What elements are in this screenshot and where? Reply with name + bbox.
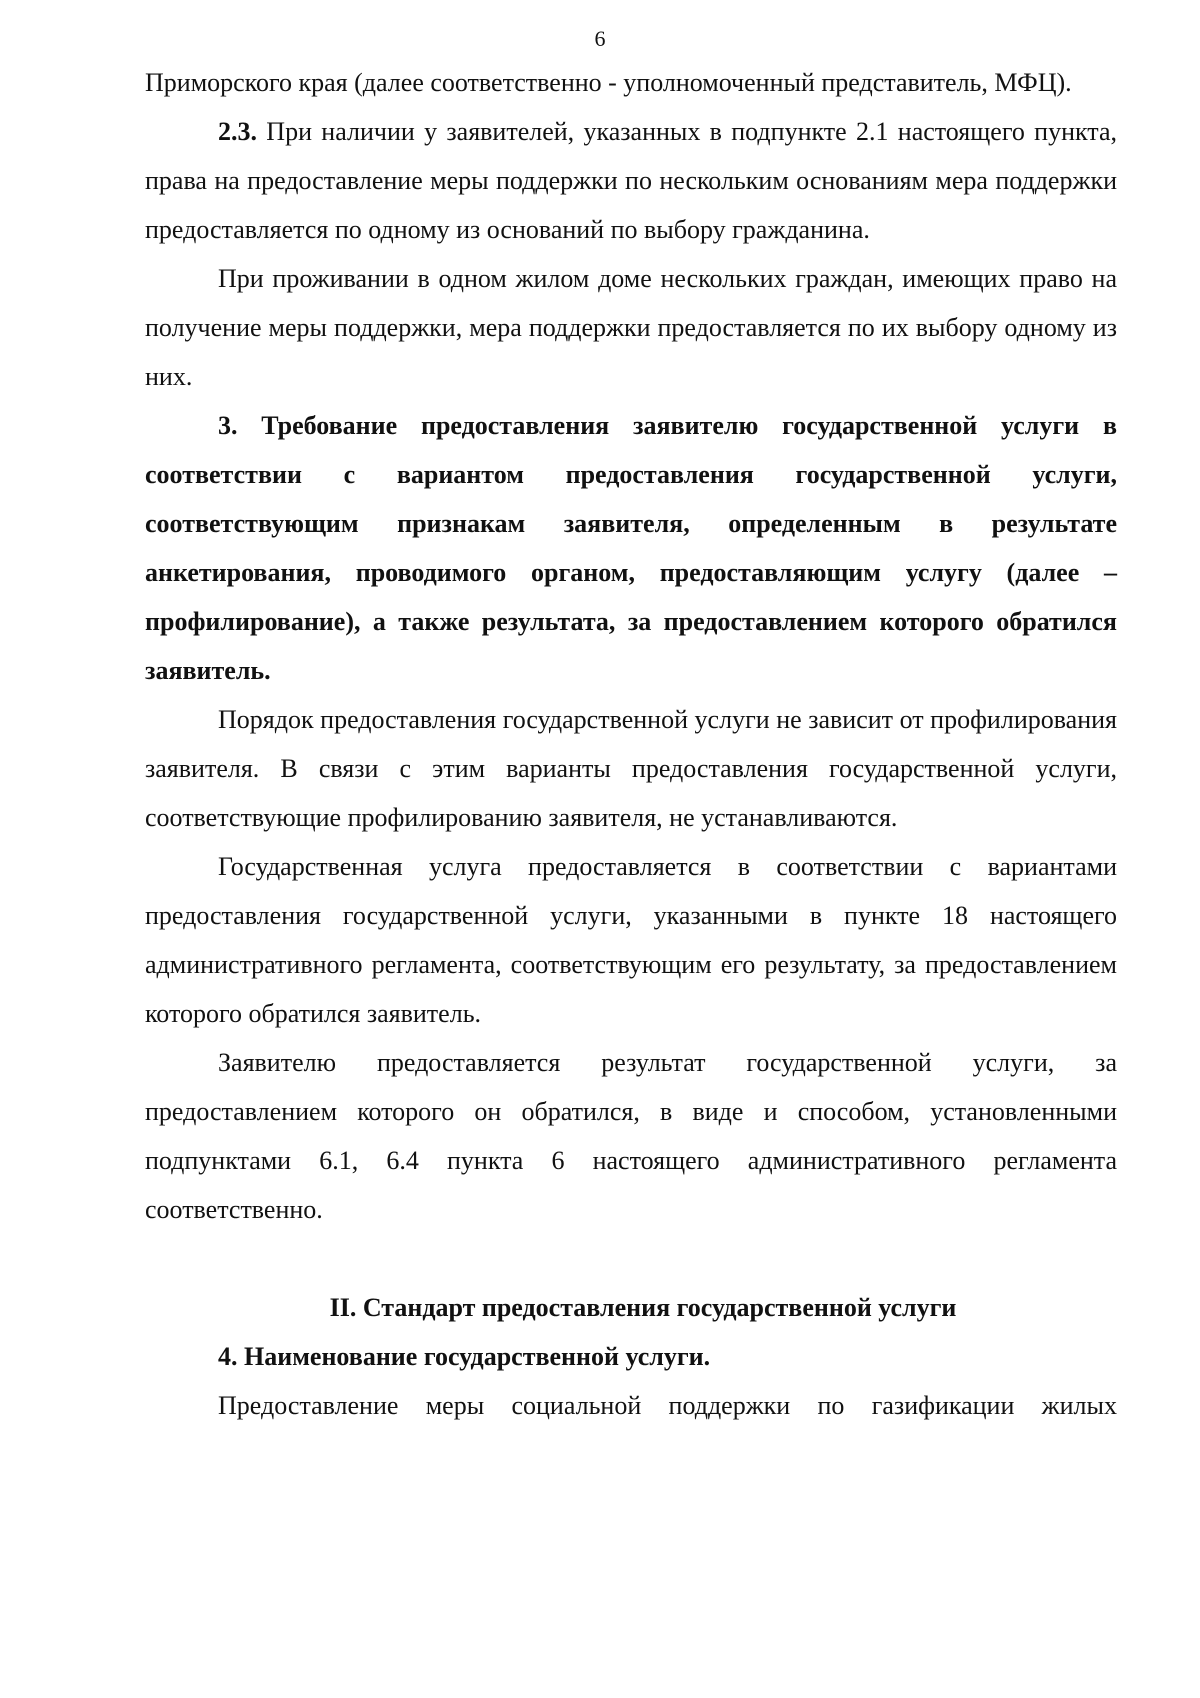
document-body	[145, 58, 1117, 1430]
clause-number: 2.3.	[218, 117, 257, 146]
paragraph-variants: Государственная услуга предоставляется в соответствии с вариантами предоставления государственной услуги, указанными в пункте 18 настоящего административного регламента, соответствующим его результату, за предоставлением которого обратился заявитель.	[145, 852, 1117, 1028]
paragraph-service-name: Предоставление меры социальной поддержки по газификации жилых	[218, 1391, 1117, 1420]
heading-4: 4. Наименование государственной услуги.	[218, 1342, 711, 1371]
section-title: II. Стандарт предоставления государственной услуги	[329, 1293, 957, 1322]
page-number: 6	[594, 26, 606, 51]
paragraph-procedure: Порядок предоставления государственной услуги не зависит от профилирования заявителя. В связи с этим варианты предоставления государственной услуги, соответствующие профилированию заявителя, не устанавливаются.	[145, 705, 1117, 832]
paragraph-2-3	[145, 107, 1117, 254]
blank-line	[145, 1234, 1117, 1283]
paragraph-continuation: Приморского края (далее соответственно - уполномоченный представитель, МФЦ).	[145, 68, 1072, 97]
clause-text: При наличии у заявителей, указанных в подпункте 2.1 настоящего пункта, права на предоставление меры поддержки по нескольким основаниям мера поддержки предоставляется по одному из оснований по выбору гражданина.	[145, 117, 1117, 244]
paragraph-residence: При проживании в одном жилом доме нескольких граждан, имеющих право на получение меры поддержки, мера поддержки предоставляется по их выбору одному из них.	[145, 264, 1117, 391]
paragraph-result: Заявителю предоставляется результат государственной услуги, за предоставлением которого он обратился, в виде и способом, установленными подпунктами 6.1, 6.4 пункта 6 настоящего административного регламента соответственно.	[145, 1048, 1117, 1224]
heading-requirement-3: 3. Требование предоставления заявителю государственной услуги в соответствии с вариантом предоставления государственной услуги, соответствующим признакам заявителя, определенным в результате анкетирования, проводимого органом, предоставляющим услугу (далее – профилирование), а также результата, за предоставлением которого обратился заявитель.	[145, 411, 1117, 685]
